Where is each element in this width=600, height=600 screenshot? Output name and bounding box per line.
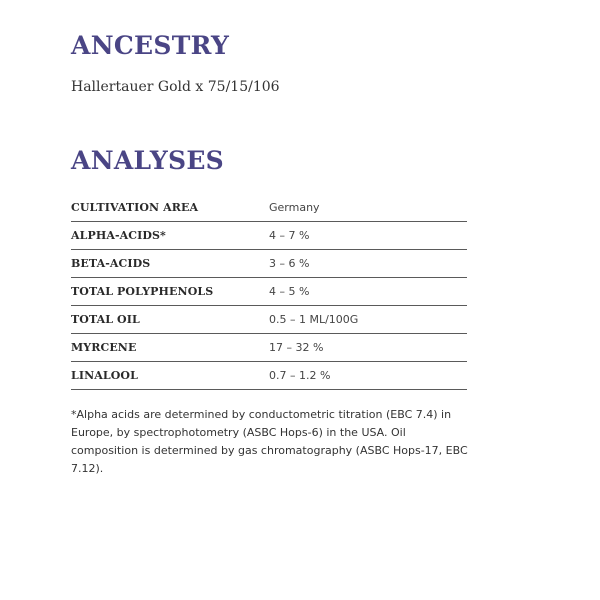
table-row [71,362,467,390]
analyses-footnote: *Alpha acids are determined by conductometric titration (EBC 7.4) in Europe, by spectrophotometry (ASBC Hops-6) in the USA. Oil composition is determined by gas chromatography (ASBC Hops-17, EBC 7.12). [71,408,468,475]
analyses-heading: ANALYSES [71,146,225,175]
row-label: MYRCENE [71,334,269,362]
analyses-table [71,194,467,390]
ancestry-heading: ANCESTRY [71,31,230,60]
table-row [71,222,467,250]
table-row [71,334,467,362]
row-value: 17 – 32 % [269,334,467,362]
row-value: 0.7 – 1.2 % [269,362,467,390]
row-value: Germany [269,194,467,222]
row-value: 4 – 7 % [269,222,467,250]
table-row [71,306,467,334]
row-label: TOTAL POLYPHENOLS [71,278,269,306]
row-label: BETA-ACIDS [71,250,269,278]
row-label: LINALOOL [71,362,269,390]
row-value: 4 – 5 % [269,278,467,306]
row-label: ALPHA-ACIDS* [71,222,269,250]
table-row [71,194,467,222]
ancestry-text: Hallertauer Gold x 75/15/106 [71,79,280,95]
table-row [71,250,467,278]
row-value: 0.5 – 1 ML/100G [269,306,467,334]
row-value: 3 – 6 % [269,250,467,278]
row-label: TOTAL OIL [71,306,269,334]
row-label: CULTIVATION AREA [71,194,269,222]
table-row [71,278,467,306]
